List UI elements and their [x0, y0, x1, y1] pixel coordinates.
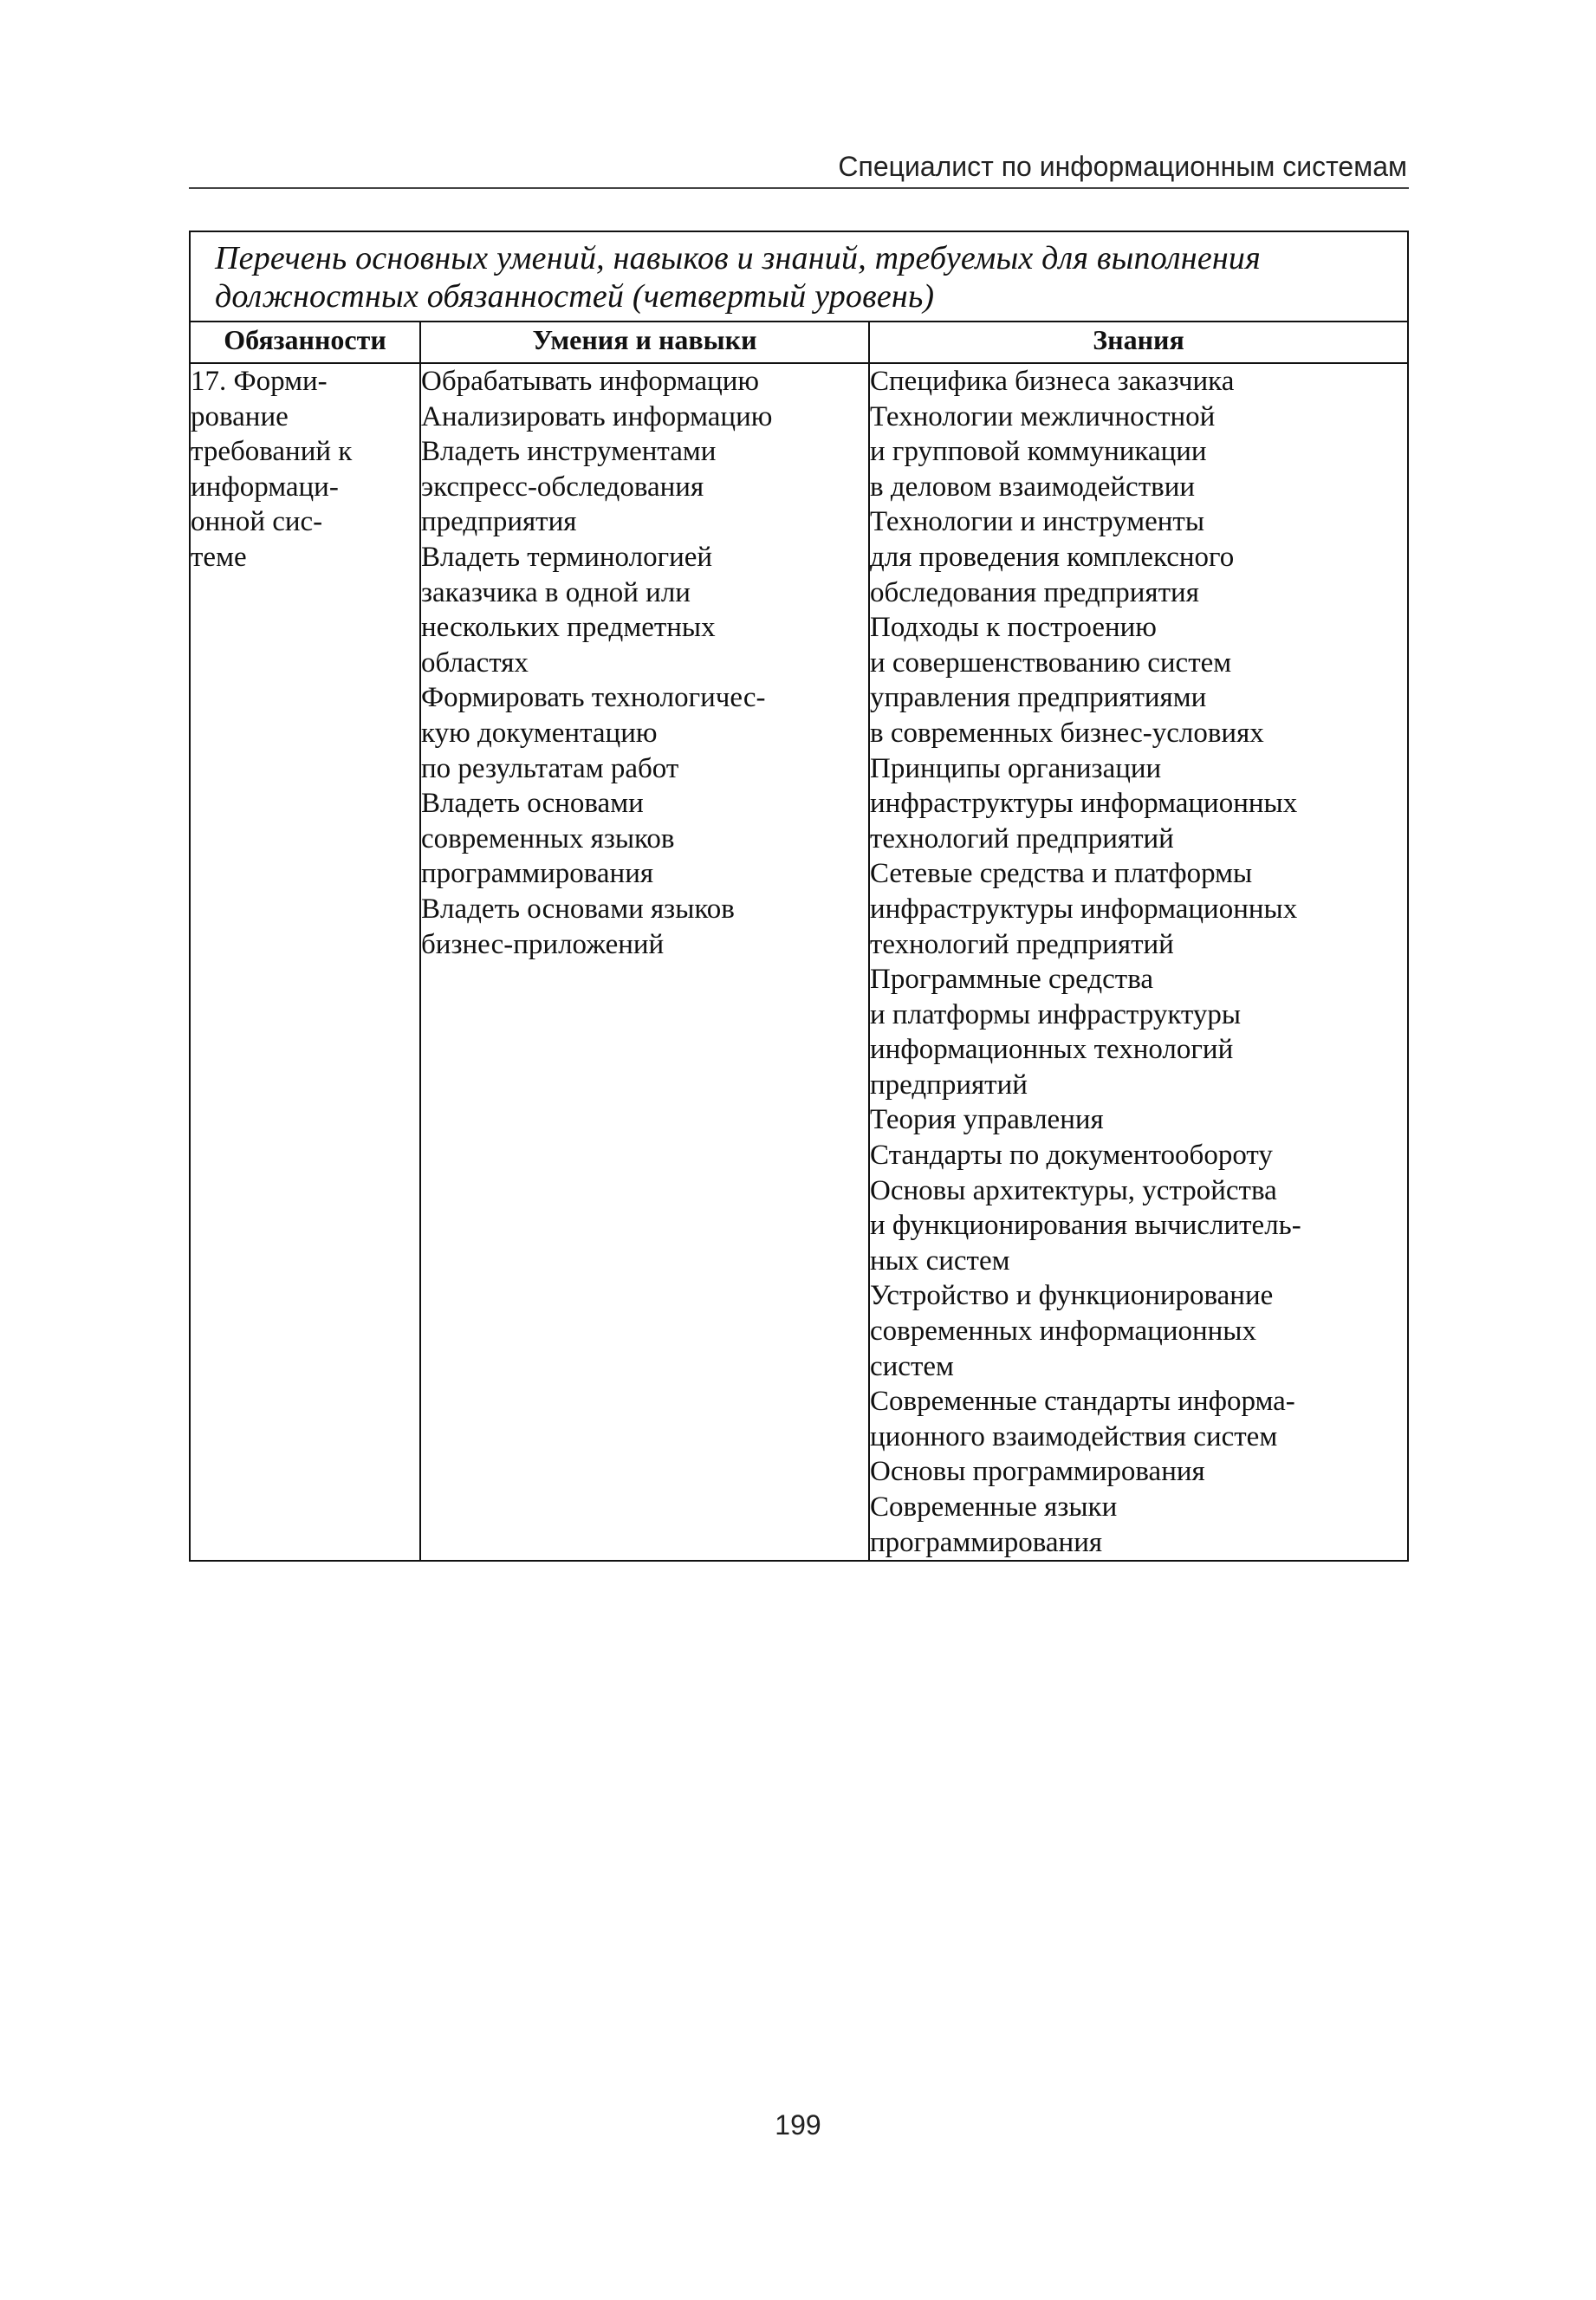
cell-line: ционного взаимодействия систем — [870, 1420, 1278, 1452]
table-caption — [190, 231, 1408, 322]
cell-line: Владеть терминологией — [421, 541, 713, 573]
cell-line: экспресс-обследования — [421, 471, 704, 503]
skills-cell — [420, 363, 869, 1561]
knowledge-lines — [870, 364, 1407, 1560]
cell-line: теме — [191, 541, 247, 573]
cell-line: Специфика бизнеса заказчика — [870, 366, 1235, 397]
cell-line: современных языков — [421, 822, 675, 854]
cell-line: ных систем — [870, 1244, 1010, 1277]
header-rule — [189, 187, 1409, 189]
cell-line: для проведения комплексного — [870, 541, 1235, 573]
cell-line: технологий предприятий — [870, 822, 1174, 854]
column-header-skills: Умения и навыки — [420, 322, 869, 363]
cell-line: Анализировать информацию — [421, 400, 773, 432]
cell-line: Подходы к построению — [870, 612, 1157, 644]
cell-line: технологий предприятий — [870, 928, 1174, 960]
cell-line: по результатам работ — [421, 752, 679, 784]
cell-line: Программные средства — [870, 964, 1154, 996]
cell-line: программирования — [421, 858, 654, 890]
duty-cell — [190, 363, 420, 1561]
skills-table-container — [189, 231, 1407, 1562]
caption-line: должностных обязанностей (четвертый уровень) — [215, 278, 935, 315]
cell-line: программирования — [870, 1526, 1103, 1558]
cell-line: и функционирования вычислитель- — [870, 1210, 1301, 1242]
cell-line: требований к — [191, 436, 353, 468]
cell-line: предприятия — [421, 506, 577, 538]
cell-line: в деловом взаимодействии — [870, 471, 1196, 503]
cell-line: современных информационных — [870, 1316, 1256, 1348]
cell-line: инфраструктуры информационных — [870, 788, 1298, 820]
cell-line: Современные стандарты информа- — [870, 1386, 1295, 1418]
cell-line: Владеть основами языков — [421, 893, 735, 925]
cell-line: Владеть инструментами — [421, 436, 717, 468]
skills-table — [189, 231, 1409, 1562]
cell-line: Современные языки — [870, 1491, 1118, 1523]
table-header-row — [190, 322, 1408, 363]
cell-line: предприятий — [870, 1069, 1028, 1101]
duty-lines — [191, 364, 419, 575]
cell-line: систем — [870, 1350, 954, 1382]
cell-line: Технологии межличностной — [870, 400, 1216, 432]
column-header-duties: Обязанности — [190, 322, 420, 363]
cell-line: Сетевые средства и платформы — [870, 858, 1253, 890]
cell-line: обследования предприятия — [870, 576, 1199, 608]
cell-line: заказчика в одной или — [421, 576, 691, 608]
cell-line: информационных технологий — [870, 1034, 1234, 1066]
cell-line: информаци- — [191, 471, 339, 503]
cell-line: Формировать технологичес- — [421, 682, 766, 714]
cell-line: управления предприятиями — [870, 682, 1207, 714]
cell-line: нескольких предметных — [421, 612, 716, 644]
cell-line: Технологии и инструменты — [870, 506, 1205, 538]
cell-line: Теория управления — [870, 1104, 1104, 1136]
cell-line: онной сис- — [191, 506, 323, 538]
table-caption-row — [190, 231, 1408, 322]
cell-line: Владеть основами — [421, 788, 644, 820]
cell-line: в современных бизнес-условиях — [870, 717, 1264, 749]
cell-line: областях — [421, 646, 529, 679]
cell-line: и групповой коммуникации — [870, 436, 1207, 468]
cell-line: бизнес-приложений — [421, 928, 665, 960]
cell-line: Принципы организации — [870, 752, 1162, 784]
caption-line: Перечень основных умений, навыков и знаний, требуемых для выполнения — [215, 240, 1262, 276]
cell-line: инфраструктуры информационных — [870, 893, 1298, 925]
cell-line: Устройство и функционирование — [870, 1280, 1274, 1312]
cell-line: 17. Форми- — [191, 366, 328, 397]
cell-line: кую документацию — [421, 717, 658, 749]
page-number: 199 — [775, 2109, 821, 2141]
knowledge-cell — [869, 363, 1408, 1561]
cell-line: рование — [191, 400, 289, 432]
skills-lines — [421, 364, 868, 962]
cell-line: и платформы инфраструктуры — [870, 998, 1242, 1030]
column-header-knowledge: Знания — [869, 322, 1408, 363]
cell-line: Основы архитектуры, устройства — [870, 1174, 1277, 1206]
cell-line: Основы программирования — [870, 1456, 1205, 1488]
cell-line: Обрабатывать информацию — [421, 366, 760, 397]
table-row — [190, 363, 1408, 1561]
cell-line: Стандарты по документообороту — [870, 1140, 1273, 1172]
running-head: Специалист по информационным системам — [838, 151, 1407, 182]
cell-line: и совершенствованию систем — [870, 646, 1232, 679]
